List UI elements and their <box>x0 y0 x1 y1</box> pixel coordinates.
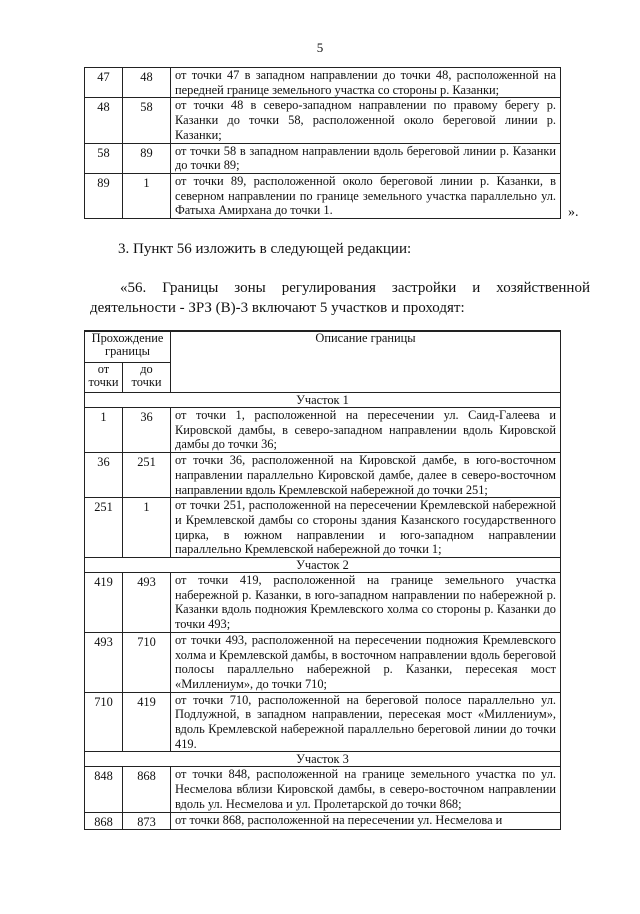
table-row <box>85 173 561 218</box>
header-description: Описание границы <box>171 331 561 393</box>
to-point: 868 <box>123 767 171 812</box>
to-point: 48 <box>123 68 171 98</box>
section-row <box>85 752 561 767</box>
table-row <box>85 632 561 692</box>
item-3-heading: 3. Пункт 56 изложить в следующей редакции: <box>118 241 412 257</box>
from-point: 36 <box>85 453 123 498</box>
from-point: 710 <box>85 692 123 752</box>
from-point: 868 <box>85 812 123 830</box>
boundary-description: от точки 868, расположенной на пересечении ул. Несмелова и <box>171 812 561 830</box>
header-to: до точки <box>123 363 171 393</box>
section-title: Участок 2 <box>85 558 561 573</box>
section-row <box>85 393 561 408</box>
boundary-description: от точки 251, расположенной на пересечении Кремлевской набережной и Кремлевской дамбы со стороны здания Казанского государственного цирка, в южном направлении и юго-западном направлении параллельно Кремлевской набережной до точки 1; <box>171 498 561 558</box>
to-point: 710 <box>123 632 171 692</box>
boundary-table-continued <box>84 67 561 219</box>
table-row <box>85 408 561 453</box>
boundary-description: от точки 89, расположенной около береговой линии р. Казанки, в северном направлении по границе земельного участка параллельно ул. Фатыха Амирхана до точки 1. <box>171 173 561 218</box>
boundary-description: от точки 36, расположенной на Кировской дамбе, в юго-восточном направлении параллельно Кировской дамбе, далее в северо-восточном направлении вдоль Кремлевской набережной до точки 251; <box>171 453 561 498</box>
header-from: от точки <box>85 363 123 393</box>
boundary-description: от точки 493, расположенной на пересечении подножия Кремлевского холма и Кремлевской дамбы, в восточном направлении вдоль береговой полосы параллельно набережной р. Казанки, пересекая мост «Миллениум», до точки 710; <box>171 632 561 692</box>
boundary-description: от точки 848, расположенной на границе земельного участка по ул. Несмелова вблизи Кировской дамбы, в северо-восточном направлении вдоль ул. Несмелова и ул. Пролетарской до точки 868; <box>171 767 561 812</box>
zrz-boundary-table <box>84 330 561 830</box>
table-row <box>85 573 561 633</box>
to-point: 493 <box>123 573 171 633</box>
from-point: 848 <box>85 767 123 812</box>
section-row <box>85 558 561 573</box>
boundary-description: от точки 419, расположенной на границе земельного участка набережной р. Казанки, в юго-западном направлении по набережной р. Казанки вдоль подножия Кремлевского холма со стороны р. Казанки до точки 493; <box>171 573 561 633</box>
to-point: 36 <box>123 408 171 453</box>
table-row <box>85 812 561 830</box>
table-row <box>85 767 561 812</box>
boundary-description: от точки 1, расположенной на пересечении ул. Саид-Галеева и Кировской дамбы, в северо-западном направлении вдоль Кировской дамбы до точки 36; <box>171 408 561 453</box>
page-number: 5 <box>316 40 324 55</box>
item-56-text: «56. Границы зоны регулирования застройки и хозяйственной деятельности - ЗРЗ (В)-3 включают 5 участков и проходят: <box>90 280 590 316</box>
to-point: 873 <box>123 812 171 830</box>
from-point: 1 <box>85 408 123 453</box>
to-point: 89 <box>123 143 171 173</box>
boundary-description: от точки 58 в западном направлении вдоль береговой линии р. Казанки до точки 89; <box>171 143 561 173</box>
boundary-description: от точки 710, расположенной на береговой полосе параллельно ул. Подлужной, в западном направлении, пересекая мост «Миллениум», вдоль Кремлевской набережной параллельно береговой линии до точки 419. <box>171 692 561 752</box>
to-point: 251 <box>123 453 171 498</box>
table-row <box>85 453 561 498</box>
to-point: 1 <box>123 498 171 558</box>
to-point: 419 <box>123 692 171 752</box>
closing-quote-mark: ». <box>568 205 579 220</box>
table-row <box>85 498 561 558</box>
from-point: 58 <box>85 143 123 173</box>
to-point: 58 <box>123 98 171 143</box>
section-title: Участок 1 <box>85 393 561 408</box>
to-point: 1 <box>123 173 171 218</box>
from-point: 493 <box>85 632 123 692</box>
from-point: 419 <box>85 573 123 633</box>
table-row <box>85 68 561 98</box>
from-point: 47 <box>85 68 123 98</box>
boundary-description: от точки 47 в западном направлении до точки 48, расположенной на передней границе земельного участка со стороны р. Казанки; <box>171 68 561 98</box>
from-point: 251 <box>85 498 123 558</box>
from-point: 89 <box>85 173 123 218</box>
section-title: Участок 3 <box>85 752 561 767</box>
table-row <box>85 692 561 752</box>
from-point: 48 <box>85 98 123 143</box>
table-row <box>85 98 561 143</box>
boundary-description: от точки 48 в северо-западном направлении по правому берегу р. Казанки до точки 58, расположенной около береговой линии р. Казанки; <box>171 98 561 143</box>
table-row <box>85 143 561 173</box>
header-passage: Прохождение границы <box>85 331 171 363</box>
